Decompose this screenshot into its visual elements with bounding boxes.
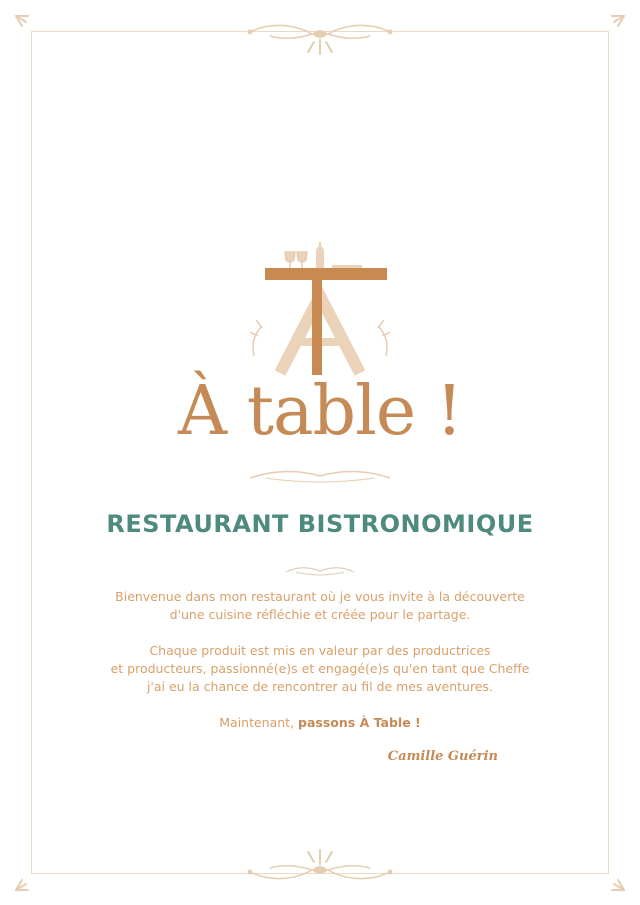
divider-ornament-icon [245,466,395,486]
logo-table-icon [240,238,400,378]
intro-line: j'ai eu la chance de rencontrer au fil de mes aventures. [146,679,494,694]
intro-line: Chaque produit est mis en valeur par des productrices [149,643,491,658]
corner-flourish-icon [12,866,40,894]
restaurant-subtitle: RESTAURANT BISTRONOMIQUE [106,510,534,538]
closing-bold: passons À Table ! [298,715,421,730]
closing-line [0,714,640,732]
corner-flourish-icon [600,866,628,894]
bottom-ornament-icon [240,848,400,890]
divider-ornament-icon [282,564,358,578]
chef-signature: Camille Guérin [387,749,498,764]
corner-flourish-icon [600,12,628,40]
top-ornament-icon [240,14,400,56]
intro-line: d'une cuisine réfléchie et créée pour le partage. [169,607,471,622]
intro-line: et producteurs, passionné(e)s et engagé(e)s qu'en tant que Cheffe [110,661,530,676]
page-frame [31,31,609,874]
intro-line: Bienvenue dans mon restaurant où je vous invite à la découverte [115,589,525,604]
corner-flourish-icon [12,12,40,40]
intro-paragraph-2 [0,642,640,696]
brand-name: À table ! [177,372,463,451]
intro-paragraph-1 [0,588,640,624]
closing-prefix: Maintenant, [219,715,299,730]
